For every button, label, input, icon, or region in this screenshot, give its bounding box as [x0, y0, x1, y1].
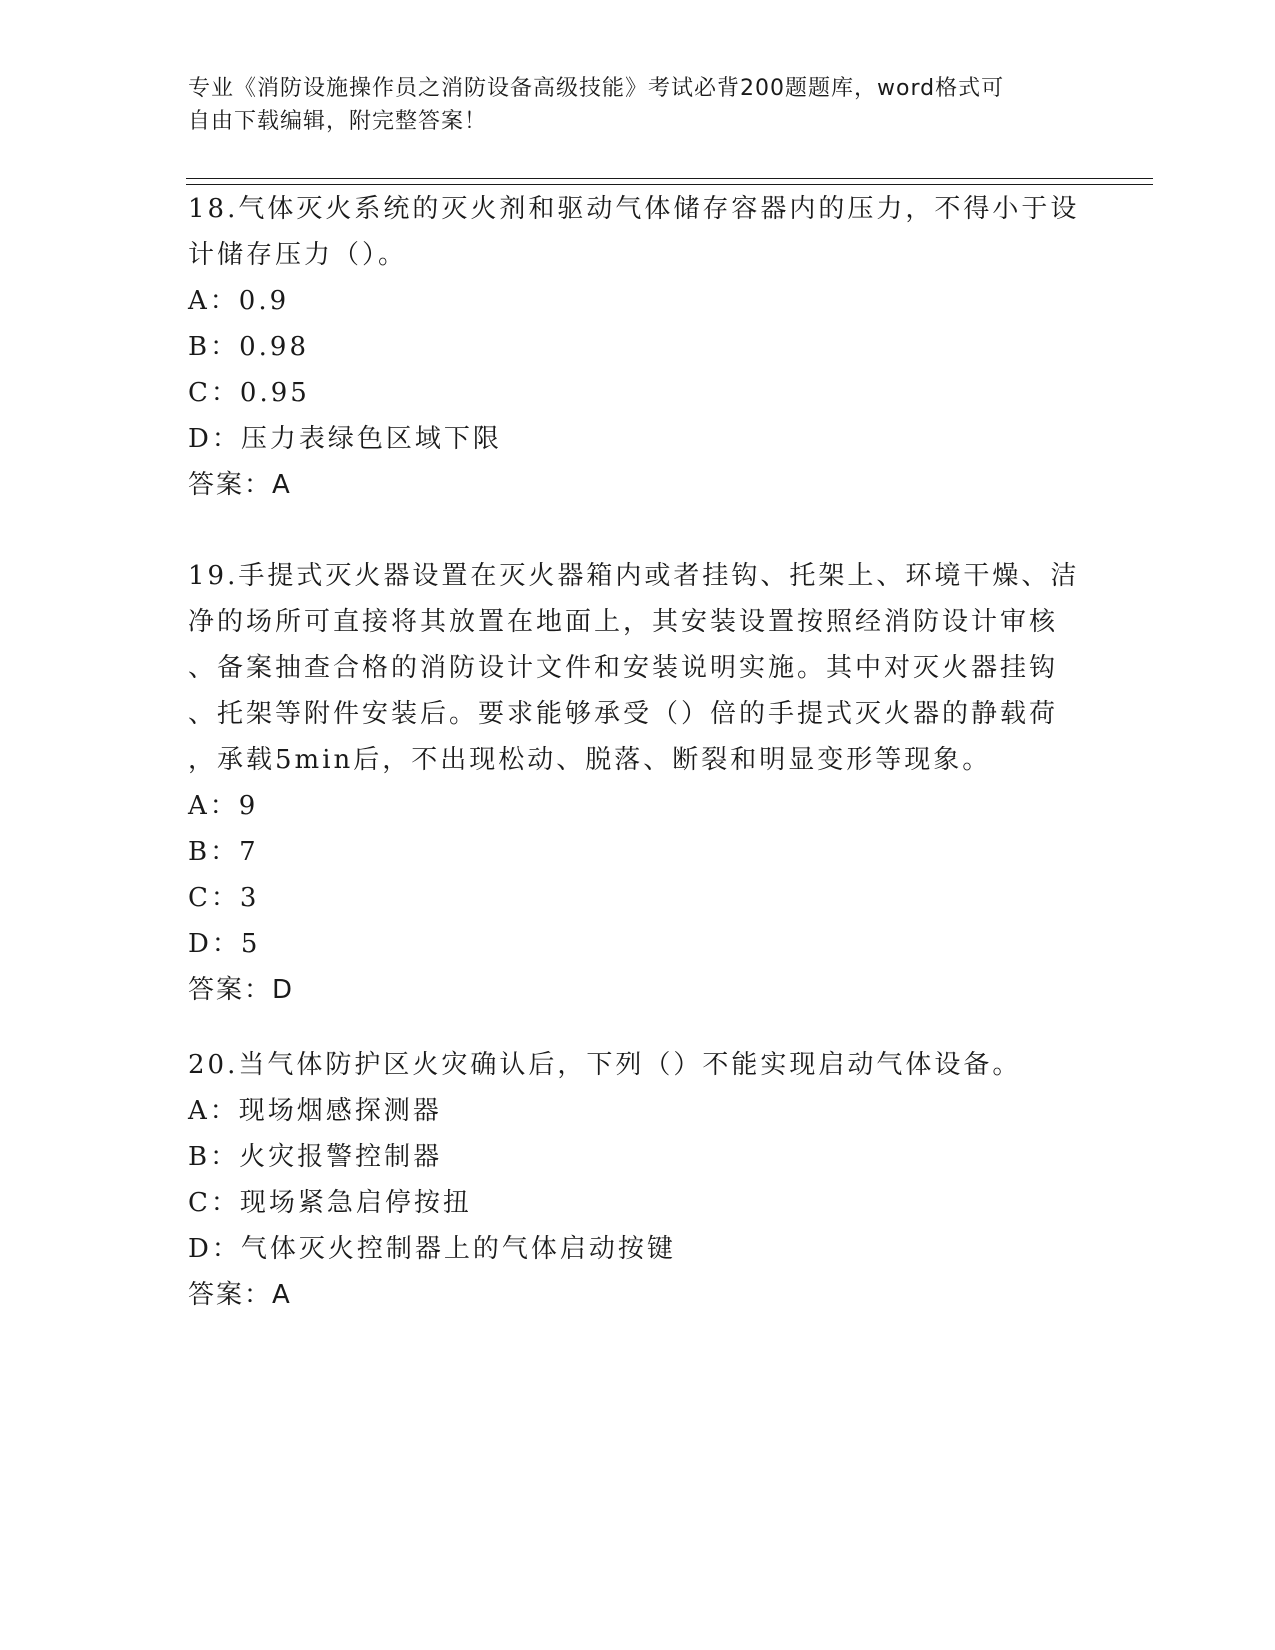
option-text: 现场烟感探测器 [238, 1096, 442, 1126]
header-divider-top [186, 178, 1153, 179]
question-stem-line: 19.手提式灭火器设置在灭火器箱内或者挂钩、托架上、环境干燥、洁 [188, 561, 1080, 591]
question-stem-line: 18.气体灭火系统的灭火剂和驱动气体储存容器内的压力，不得小于设 [188, 194, 1080, 224]
question-stem-line: 计储存压力（）。 [188, 240, 408, 270]
option-key: B： [188, 1142, 240, 1172]
option-text: 9 [238, 791, 259, 821]
question-19 [188, 553, 1088, 1013]
document-header [188, 72, 1088, 138]
option-text: 0.9 [238, 286, 290, 316]
option-text: 5 [240, 929, 261, 959]
option-key: B： [188, 332, 240, 362]
answer-line: 答案：A [188, 1280, 292, 1310]
question-stem-line: 净的场所可直接将其放置在地面上，其安装设置按照经消防设计审核 [188, 607, 1059, 637]
option-a [188, 783, 1088, 829]
option-c [188, 370, 1088, 416]
question-stem-line: ，承载5min后，不出现松动、脱落、断裂和明显变形等现象。 [188, 745, 992, 775]
option-text: 气体灭火控制器上的气体启动按键 [240, 1234, 676, 1264]
option-text: 3 [239, 883, 260, 913]
question-18 [188, 186, 1088, 508]
option-text: 现场紧急启停按扭 [239, 1188, 472, 1218]
header-line-2: 自由下载编辑，附完整答案！ [188, 109, 488, 134]
option-key: C： [188, 883, 240, 913]
option-key: A： [188, 286, 239, 316]
option-c [188, 1180, 1088, 1226]
option-key: B： [188, 837, 240, 867]
header-divider-bottom [186, 184, 1153, 185]
option-b [188, 829, 1088, 875]
question-stem-line: 、托架等附件安装后。要求能够承受（）倍的手提式灭火器的静载荷 [188, 699, 1059, 729]
option-text: 火灾报警控制器 [239, 1142, 443, 1172]
option-a [188, 278, 1088, 324]
option-key: D： [188, 1234, 241, 1264]
option-b [188, 1134, 1088, 1180]
question-stem-line: 20.当气体防护区火灾确认后，下列（）不能实现启动气体设备。 [188, 1050, 1022, 1080]
option-a [188, 1088, 1088, 1134]
question-stem-line: 、备案抽查合格的消防设计文件和安装说明实施。其中对灭火器挂钩 [188, 653, 1059, 683]
option-d [188, 416, 1088, 462]
header-line-1: 专业《消防设施操作员之消防设备高级技能》考试必背200题题库，word格式可 [188, 76, 1005, 101]
option-key: C： [188, 378, 240, 408]
option-key: A： [188, 1096, 239, 1126]
option-text: 压力表绿色区域下限 [240, 424, 502, 454]
option-text: 7 [239, 837, 259, 867]
option-key: A： [188, 791, 239, 821]
option-d [188, 1226, 1088, 1272]
option-key: D： [188, 424, 241, 454]
option-key: D： [188, 929, 241, 959]
option-d [188, 921, 1088, 967]
option-b [188, 324, 1088, 370]
option-text: 0.98 [239, 332, 309, 362]
option-text: 0.95 [239, 378, 310, 408]
answer-line: 答案：A [188, 470, 292, 500]
question-20 [188, 1042, 1088, 1318]
option-c [188, 875, 1088, 921]
option-key: C： [188, 1188, 240, 1218]
answer-line: 答案：D [188, 975, 295, 1005]
